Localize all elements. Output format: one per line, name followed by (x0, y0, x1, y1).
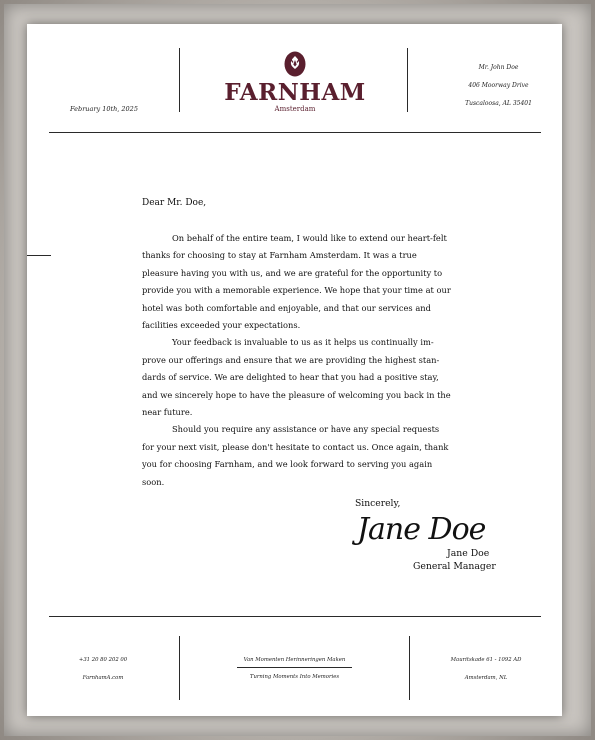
footer-address-city: Amsterdam, NL (464, 675, 508, 681)
signer-name: Jane Doe (447, 548, 490, 559)
recipient-street: 406 Moorway Drive (468, 82, 529, 89)
salutation: Dear Mr. Doe, (142, 198, 207, 208)
brand-name: FARNHAM (224, 79, 366, 106)
footer-divider-left (179, 636, 180, 700)
footer-tagline-divider (237, 667, 352, 668)
header-rule (49, 132, 541, 133)
tulip-emblem-icon (284, 51, 306, 77)
paragraph: On behalf of the entire team, I would like to extend our heart-felt thanks for choosing to stay at Farnham Amsterdam. It was a true pleasure having you with us, and we are grateful for the opportunity to provide you with a memorable experience. We hope that your time at our hotel was both comfortable and enjoyable, and that our services and facilities exceeded your expectations. (142, 233, 451, 331)
recipient-name: Mr. John Doe (478, 64, 519, 71)
paragraph: Your feedback is invaluable to us as it helps us continually im-prove our offerings and ensure that we are providing the highest stan-dards of service. We are delighted to hear that you had a positive stay, and we sincerely hope to have the pleasure of welcoming you back in the near future. (142, 337, 451, 418)
header-divider-left (179, 48, 180, 112)
letter-page (27, 24, 562, 716)
handwritten-signature: Jane Doe (357, 512, 486, 547)
header-divider-right (407, 48, 408, 112)
paragraph: Should you require any assistance or have any special requests for your next visit, please don't hesitate to contact us. Once again, thank you for choosing Farnham, and we look forward to serving you again soon. (142, 424, 449, 487)
footer-website: FarnhamA.com (82, 675, 124, 681)
letter-body (142, 230, 452, 491)
footer-rule (49, 616, 541, 617)
closing: Sincerely, (355, 498, 401, 509)
footer-divider-right (409, 636, 410, 700)
footer-tagline-dutch: Van Momenten Herinneringen Maken (243, 657, 346, 663)
recipient-city: Tuscaloosa, AL 35401 (465, 100, 532, 107)
signer-title: General Manager (413, 561, 496, 572)
brand-location: Amsterdam (274, 105, 316, 113)
footer-tagline-english: Turning Moments Into Memories (249, 674, 340, 680)
footer-phone: +31 20 80 202 00 (78, 657, 128, 663)
fold-mark (27, 255, 51, 256)
letter-date: February 10th, 2025 (70, 105, 138, 113)
footer-address-street: Mauritskade 61 - 1092 AD (450, 657, 522, 663)
